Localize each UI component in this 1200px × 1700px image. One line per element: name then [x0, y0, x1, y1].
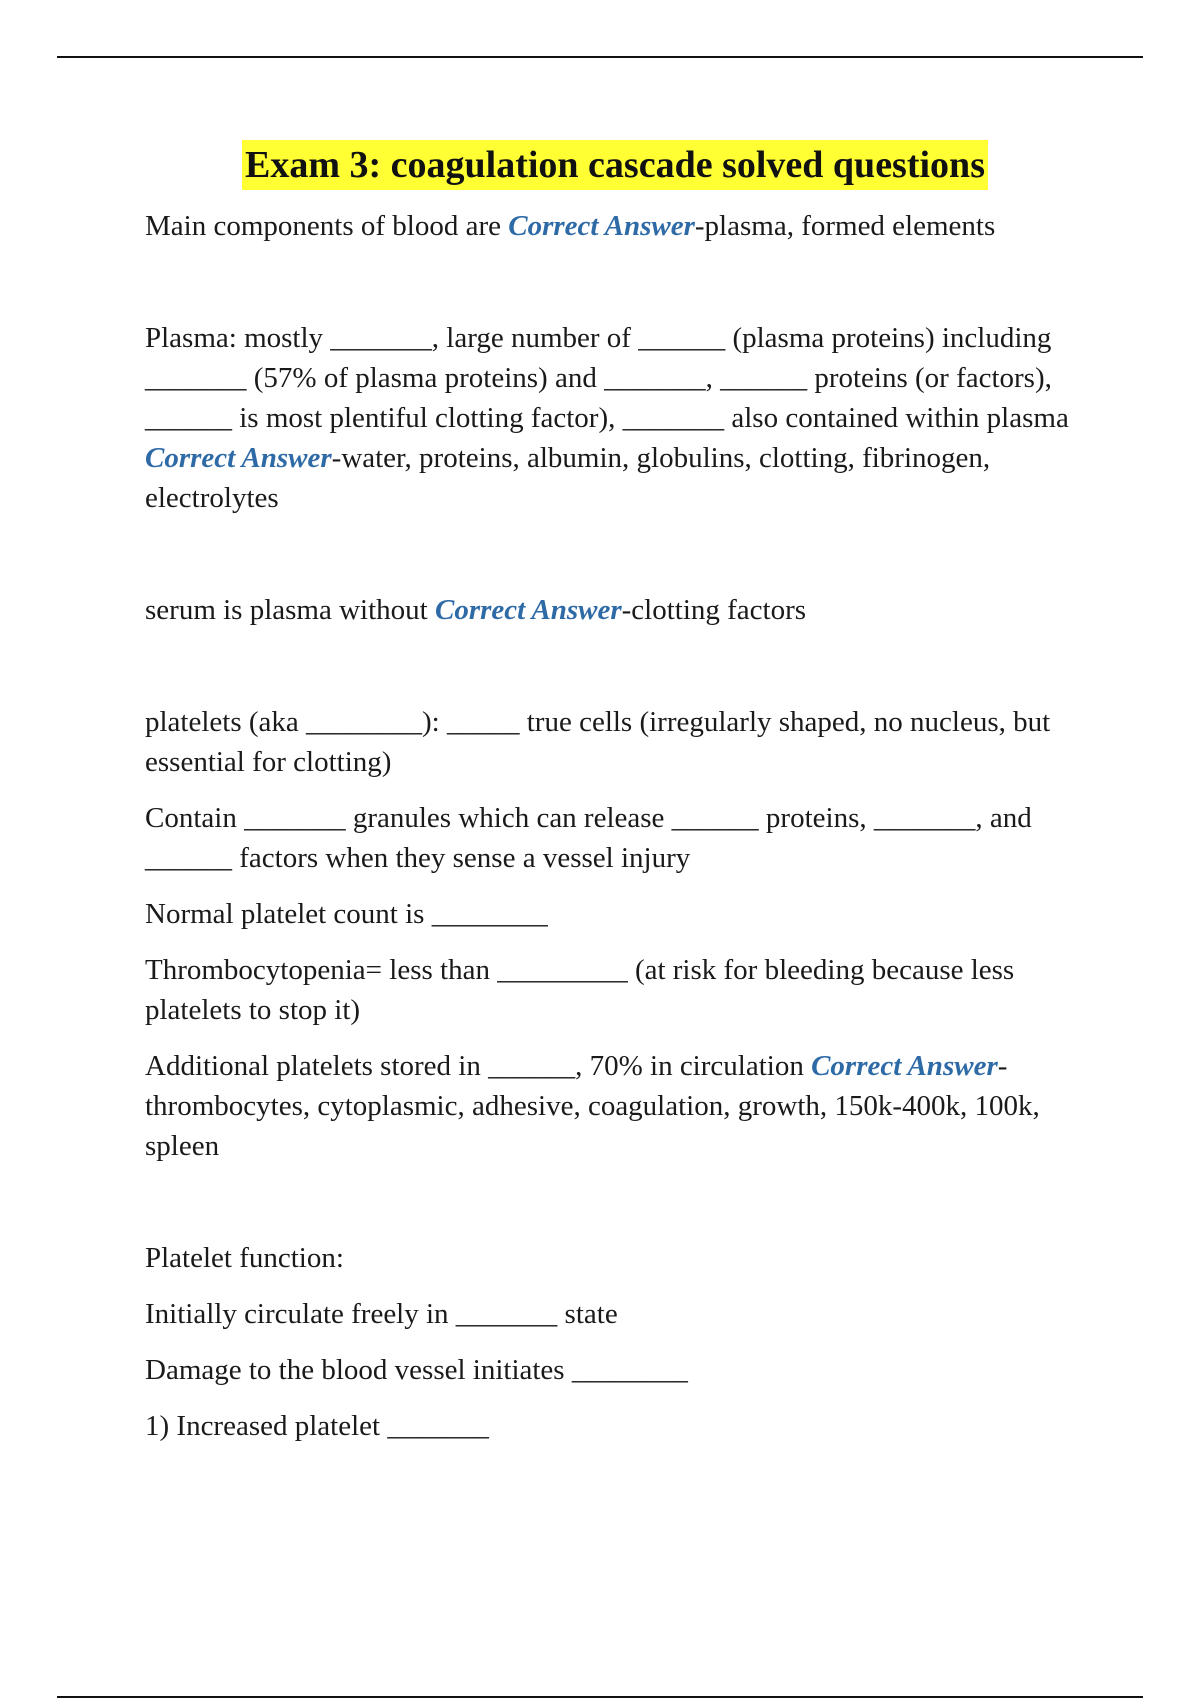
answer-text: -thrombocytes, cytoplasmic, adhesive, coagulation, growth, 150k-400k, 100k, spleen: [145, 1050, 1040, 1162]
answer-text: -water, proteins, albumin, globulins, clotting, fibrinogen, electrolytes: [145, 442, 991, 514]
title-wrap: [145, 140, 1085, 190]
correct-answer-label: Correct Answer: [508, 210, 695, 242]
answer-text: -clotting factors: [621, 594, 807, 626]
question-serum: [145, 590, 1085, 630]
question-text: Plasma: mostly _______, large number of ______ (plasma proteins) including _______ (57% of plasma proteins) and _______, ______ proteins (or factors), ______ is most plentiful clotting factor), _______ also contained within plasma: [145, 322, 1069, 434]
question-main-components: [145, 206, 1085, 246]
question-plasma: [145, 318, 1085, 518]
document-title: Exam 3: coagulation cascade solved questions: [242, 140, 988, 190]
question-text: Main components of blood are: [145, 210, 509, 242]
correct-answer-label: Correct Answer: [434, 594, 622, 626]
circulate-line: Initially circulate freely in _______ state: [145, 1298, 618, 1330]
question-text: Additional platelets stored in ______, 70% in circulation: [145, 1050, 812, 1082]
granules-line: Contain _______ granules which can release ______ proteins, _______, and ______ factors when they sense a vessel injury: [145, 802, 1032, 874]
bottom-rule: [57, 1696, 1143, 1698]
answer-text: -plasma, formed elements: [694, 210, 996, 242]
increased-platelet-line: 1) Increased platelet _______: [145, 1410, 489, 1442]
correct-answer-label: Correct Answer: [145, 442, 332, 474]
document-body: [145, 140, 1085, 1462]
question-text: serum is plasma without: [145, 594, 435, 626]
question-platelets-storage: [145, 1046, 1085, 1166]
damage-line: Damage to the blood vessel initiates ________: [145, 1354, 688, 1386]
thrombocytopenia-line: Thrombocytopenia= less than _________ (at risk for bleeding because less platelets to stop it): [145, 954, 1015, 1026]
platelet-function-heading: Platelet function:: [145, 1242, 344, 1274]
top-rule: [57, 56, 1143, 58]
correct-answer-label: Correct Answer: [811, 1050, 998, 1082]
platelet-count-line: Normal platelet count is ________: [145, 898, 548, 930]
platelets-line: platelets (aka ________): _____ true cells (irregularly shaped, no nucleus, but essential for clotting): [145, 706, 1051, 778]
